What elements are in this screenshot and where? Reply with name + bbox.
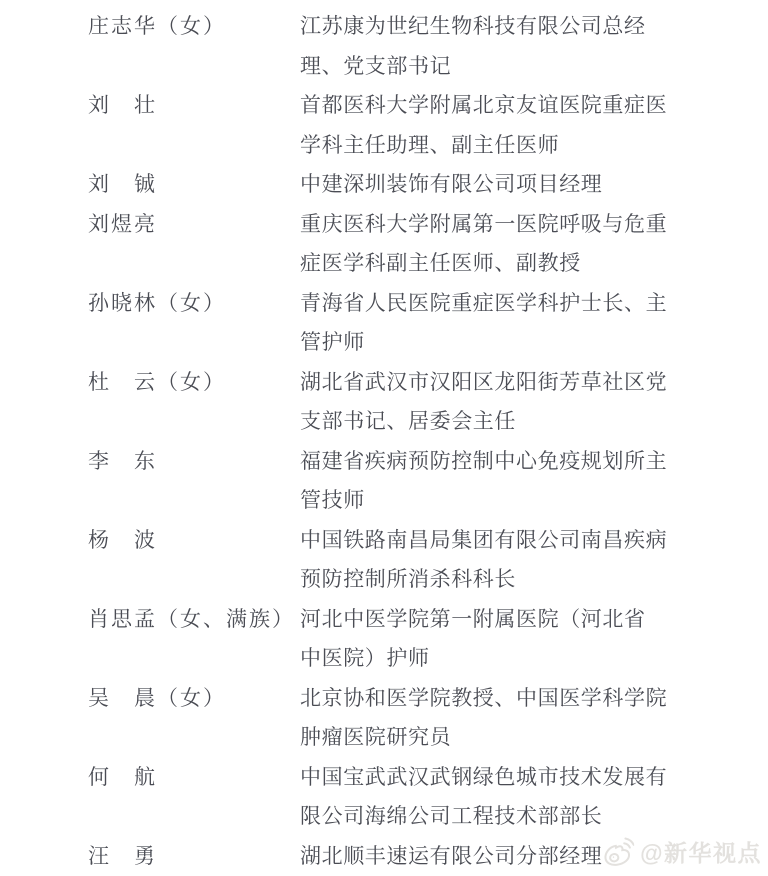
weibo-icon — [602, 836, 635, 868]
title-line: 管技师 — [300, 488, 365, 512]
person-name: 孙晓林（女） — [88, 290, 226, 315]
list-item — [0, 7, 768, 86]
list-item — [0, 363, 768, 442]
person-title — [300, 284, 700, 363]
person-title — [300, 679, 700, 758]
title-line: 肿瘤医院研究员 — [300, 725, 452, 749]
person-name: 何 航 — [88, 764, 157, 789]
title-line: 中建深圳装饰有限公司项目经理 — [300, 172, 603, 196]
person-title — [300, 521, 700, 600]
title-line: 管护师 — [300, 330, 365, 354]
title-line: 中国宝武武汉武钢绿色城市技术发展有 — [300, 764, 668, 789]
title-line: 江苏康为世纪生物科技有限公司总经 — [300, 14, 646, 38]
title-line: 预防控制所消杀科科长 — [300, 567, 516, 591]
person-title — [300, 600, 700, 679]
title-line: 湖北顺丰速运有限公司分部经理 — [300, 843, 603, 868]
person-name: 汪 勇 — [88, 843, 157, 868]
title-line: 湖北省武汉市汉阳区龙阳街芳草社区党 — [300, 369, 668, 394]
title-line: 限公司海绵公司工程技术部部长 — [300, 804, 603, 828]
list-item — [0, 284, 768, 363]
person-name: 杨 波 — [88, 527, 157, 552]
person-title — [300, 758, 700, 837]
title-line: 青海省人民医院重症医学科护士长、主 — [300, 290, 668, 315]
person-title — [300, 205, 700, 284]
title-line: 学科主任助理、副主任医师 — [300, 132, 560, 157]
person-title — [300, 363, 700, 442]
person-name: 庄志华（女） — [88, 14, 226, 38]
list-item — [0, 442, 768, 521]
list-item — [0, 205, 768, 284]
title-line: 河北中医学院第一附属医院（河北省 — [300, 606, 646, 631]
person-title — [300, 442, 700, 521]
list-item — [0, 758, 768, 837]
title-line: 中医院）护师 — [300, 646, 430, 670]
person-title — [300, 7, 700, 86]
title-line: 症医学科副主任医师、副教授 — [300, 251, 581, 275]
title-line: 理、党支部书记 — [300, 53, 452, 78]
title-line: 北京协和医学院教授、中国医学科学院 — [300, 685, 668, 710]
list-item — [0, 521, 768, 600]
title-line: 支部书记、居委会主任 — [300, 409, 516, 433]
list-item — [0, 600, 768, 679]
person-name: 刘煜亮 — [88, 211, 157, 236]
person-name: 刘 壮 — [88, 93, 157, 117]
title-line: 重庆医科大学附属第一医院呼吸与危重 — [300, 211, 668, 236]
title-line: 福建省疾病预防控制中心免疫规划所主 — [300, 448, 668, 473]
person-title — [300, 165, 700, 205]
person-name: 杜 云（女） — [88, 369, 226, 394]
list-item — [0, 679, 768, 758]
list-item — [0, 165, 768, 205]
person-name: 刘 铖 — [88, 172, 157, 196]
person-name: 李 东 — [88, 448, 157, 473]
commendation-list — [0, 7, 768, 876]
person-title — [300, 86, 700, 165]
watermark-label: @新华视点 — [640, 840, 762, 866]
person-name: 吴 晨（女） — [88, 685, 226, 710]
watermark — [602, 835, 762, 868]
title-line: 首都医科大学附属北京友谊医院重症医 — [300, 93, 668, 117]
person-name: 肖思孟（女、满族） — [88, 606, 295, 631]
title-line: 中国铁路南昌局集团有限公司南昌疾病 — [300, 527, 668, 552]
list-item — [0, 86, 768, 165]
